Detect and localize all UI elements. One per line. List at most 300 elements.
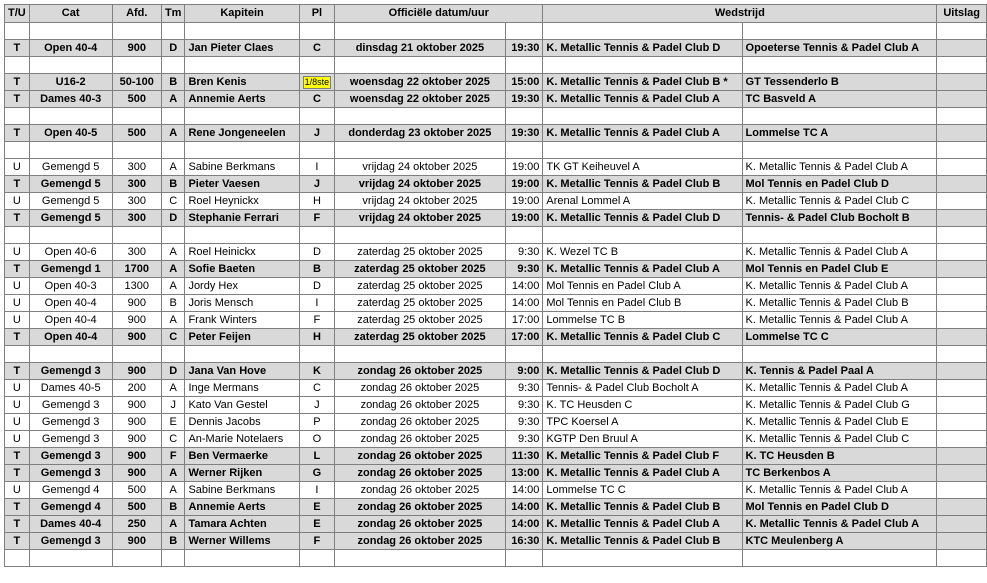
cell-pl: I	[299, 159, 335, 176]
cell-uitslag	[937, 312, 987, 329]
cell-datum	[335, 227, 505, 244]
cell-uitslag	[937, 57, 987, 74]
cell-pl: C	[299, 380, 335, 397]
cell-uit: Mol Tennis en Padel Club E	[742, 261, 937, 278]
header-pl: Pl	[299, 5, 335, 23]
cell-cat	[29, 346, 112, 363]
cell-kapitein: Jana Van Hove	[185, 363, 299, 380]
cell-uitslag	[937, 227, 987, 244]
cell-tm: B	[161, 176, 185, 193]
cell-datum	[335, 346, 505, 363]
cell-afd	[112, 227, 161, 244]
table-row	[5, 329, 987, 346]
table-row	[5, 74, 987, 91]
cell-pl: E	[299, 499, 335, 516]
cell-uur: 15:00	[505, 74, 543, 91]
cell-tu: U	[5, 397, 30, 414]
header-kapitein: Kapitein	[185, 5, 299, 23]
cell-kapitein	[185, 23, 299, 40]
cell-afd: 900	[112, 329, 161, 346]
cell-datum: zondag 26 oktober 2025	[335, 465, 505, 482]
cell-pl: H	[299, 329, 335, 346]
cell-tm: A	[161, 465, 185, 482]
cell-datum: vrijdag 24 oktober 2025	[335, 176, 505, 193]
cell-kapitein	[185, 57, 299, 74]
cell-uit	[742, 57, 937, 74]
cell-thuis	[543, 142, 742, 159]
cell-uur: 9:30	[505, 431, 543, 448]
cell-tm: B	[161, 499, 185, 516]
cell-cat	[29, 108, 112, 125]
spacer-row	[5, 227, 987, 244]
cell-thuis: Mol Tennis en Padel Club A	[543, 278, 742, 295]
cell-pl: L	[299, 448, 335, 465]
cell-pl	[299, 142, 335, 159]
cell-kapitein: Bren Kenis	[185, 74, 299, 91]
cell-uitslag	[937, 397, 987, 414]
table-row	[5, 125, 987, 142]
cell-uitslag	[937, 499, 987, 516]
cell-kapitein: Pieter Vaesen	[185, 176, 299, 193]
cell-tm	[161, 142, 185, 159]
cell-uit: K. Metallic Tennis & Padel Club A	[742, 244, 937, 261]
cell-tm: A	[161, 159, 185, 176]
cell-tm: A	[161, 91, 185, 108]
cell-afd	[112, 23, 161, 40]
cell-uur	[505, 142, 543, 159]
cell-kapitein: Roel Heinickx	[185, 244, 299, 261]
cell-pl: B	[299, 261, 335, 278]
cell-tu: T	[5, 125, 30, 142]
cell-kapitein: Annemie Aerts	[185, 499, 299, 516]
cell-tu	[5, 108, 30, 125]
cell-tu: U	[5, 159, 30, 176]
cell-pl: G	[299, 465, 335, 482]
cell-kapitein: Inge Mermans	[185, 380, 299, 397]
cell-thuis: Mol Tennis en Padel Club B	[543, 295, 742, 312]
cell-thuis: Lommelse TC B	[543, 312, 742, 329]
cell-tm	[161, 108, 185, 125]
schedule-sheet	[4, 4, 987, 567]
cell-cat: Dames 40-3	[29, 91, 112, 108]
cell-tm: D	[161, 40, 185, 57]
table-row	[5, 159, 987, 176]
cell-tm: A	[161, 278, 185, 295]
cell-pl: I	[299, 482, 335, 499]
cell-tu: T	[5, 210, 30, 227]
table-row	[5, 448, 987, 465]
cell-datum: zaterdag 25 oktober 2025	[335, 244, 505, 261]
cell-uur	[505, 108, 543, 125]
cell-uit: Mol Tennis en Padel Club D	[742, 176, 937, 193]
cell-afd	[112, 142, 161, 159]
cell-datum: zondag 26 oktober 2025	[335, 516, 505, 533]
header-row	[5, 5, 987, 23]
table-row	[5, 380, 987, 397]
cell-tm: A	[161, 380, 185, 397]
spacer-row	[5, 346, 987, 363]
cell-afd: 500	[112, 91, 161, 108]
header-tu: T/U	[5, 5, 30, 23]
cell-cat: Dames 40-4	[29, 516, 112, 533]
cell-pl: H	[299, 193, 335, 210]
cell-uit: Tennis- & Padel Club Bocholt B	[742, 210, 937, 227]
table-row	[5, 295, 987, 312]
cell-datum	[335, 142, 505, 159]
table-row	[5, 516, 987, 533]
cell-pl: F	[299, 533, 335, 550]
cell-uur: 19:30	[505, 91, 543, 108]
cell-cat: Gemengd 3	[29, 533, 112, 550]
table-row	[5, 533, 987, 550]
cell-tu	[5, 57, 30, 74]
cell-afd: 900	[112, 397, 161, 414]
cell-thuis: K. Metallic Tennis & Padel Club B	[543, 499, 742, 516]
cell-thuis: TK GT Keiheuvel A	[543, 159, 742, 176]
cell-uit: Lommelse TC C	[742, 329, 937, 346]
cell-uur: 17:00	[505, 312, 543, 329]
cell-uur: 14:00	[505, 295, 543, 312]
cell-uur: 9:30	[505, 397, 543, 414]
cell-thuis	[543, 57, 742, 74]
cell-cat: Open 40-4	[29, 295, 112, 312]
header-tm: Tm	[161, 5, 185, 23]
cell-tm: A	[161, 312, 185, 329]
cell-cat: Gemengd 4	[29, 482, 112, 499]
cell-tu: T	[5, 363, 30, 380]
cell-pl	[299, 23, 335, 40]
cell-uitslag	[937, 516, 987, 533]
cell-pl	[299, 346, 335, 363]
cell-afd: 900	[112, 312, 161, 329]
cell-pl	[299, 57, 335, 74]
cell-tm: F	[161, 448, 185, 465]
cell-afd: 500	[112, 482, 161, 499]
cell-uur: 9:30	[505, 244, 543, 261]
cell-uur: 19:00	[505, 159, 543, 176]
cell-thuis: Lommelse TC C	[543, 482, 742, 499]
cell-thuis: K. Metallic Tennis & Padel Club D	[543, 210, 742, 227]
cell-uitslag	[937, 295, 987, 312]
cell-uit: K. Metallic Tennis & Padel Club C	[742, 193, 937, 210]
cell-uitslag	[937, 244, 987, 261]
cell-afd: 900	[112, 431, 161, 448]
cell-afd: 250	[112, 516, 161, 533]
cell-uitslag	[937, 91, 987, 108]
cell-uitslag	[937, 346, 987, 363]
cell-thuis	[543, 227, 742, 244]
cell-cat: Gemengd 3	[29, 414, 112, 431]
cell-uitslag	[937, 533, 987, 550]
cell-kapitein: Sabine Berkmans	[185, 482, 299, 499]
cell-uur: 14:00	[505, 278, 543, 295]
cell-uit	[742, 346, 937, 363]
cell-thuis: K. Metallic Tennis & Padel Club A	[543, 261, 742, 278]
cell-uit: K. TC Heusden B	[742, 448, 937, 465]
cell-uitslag	[937, 431, 987, 448]
cell-thuis: Tennis- & Padel Club Bocholt A	[543, 380, 742, 397]
cell-uur: 11:30	[505, 448, 543, 465]
cell-cat: Open 40-6	[29, 244, 112, 261]
cell-afd: 300	[112, 244, 161, 261]
cell-tm: A	[161, 244, 185, 261]
cell-tm	[161, 57, 185, 74]
table-row	[5, 40, 987, 57]
cell-tm: E	[161, 414, 185, 431]
cell-uit: K. Metallic Tennis & Padel Club A	[742, 516, 937, 533]
cell-tu: T	[5, 516, 30, 533]
cell-pl	[299, 108, 335, 125]
cell-tu: T	[5, 448, 30, 465]
cell-tm: A	[161, 516, 185, 533]
cell-uur	[505, 23, 543, 40]
cell-datum: zondag 26 oktober 2025	[335, 431, 505, 448]
cell-tu	[5, 142, 30, 159]
cell-cat: Gemengd 3	[29, 465, 112, 482]
table-row	[5, 431, 987, 448]
cell-tm: B	[161, 295, 185, 312]
cell-tm	[161, 550, 185, 567]
cell-tu: T	[5, 91, 30, 108]
cell-tm: D	[161, 210, 185, 227]
cell-thuis: K. Metallic Tennis & Padel Club A	[543, 125, 742, 142]
cell-datum: zondag 26 oktober 2025	[335, 482, 505, 499]
cell-uur: 19:30	[505, 40, 543, 57]
cell-uitslag	[937, 329, 987, 346]
cell-uit: K. Metallic Tennis & Padel Club B	[742, 295, 937, 312]
cell-pl: C	[299, 40, 335, 57]
cell-thuis	[543, 346, 742, 363]
cell-kapitein	[185, 550, 299, 567]
cell-tm: C	[161, 193, 185, 210]
cell-afd: 900	[112, 414, 161, 431]
cell-uitslag	[937, 465, 987, 482]
cell-kapitein	[185, 227, 299, 244]
cell-cat: Gemengd 3	[29, 397, 112, 414]
cell-cat: Open 40-5	[29, 125, 112, 142]
table-row	[5, 210, 987, 227]
cell-kapitein: Werner Rijken	[185, 465, 299, 482]
cell-pl: J	[299, 176, 335, 193]
cell-afd	[112, 108, 161, 125]
spacer-row	[5, 550, 987, 567]
cell-kapitein	[185, 142, 299, 159]
table-row	[5, 312, 987, 329]
cell-thuis: K. Metallic Tennis & Padel Club B	[543, 176, 742, 193]
cell-cat: Dames 40-5	[29, 380, 112, 397]
round-flag-badge: 1/8ste	[304, 76, 330, 87]
table-row	[5, 465, 987, 482]
cell-cat	[29, 227, 112, 244]
cell-afd: 300	[112, 159, 161, 176]
cell-thuis: K. Metallic Tennis & Padel Club C	[543, 329, 742, 346]
cell-thuis: K. TC Heusden C	[543, 397, 742, 414]
cell-pl	[299, 227, 335, 244]
cell-tm	[161, 23, 185, 40]
cell-datum	[335, 550, 505, 567]
cell-afd: 50-100	[112, 74, 161, 91]
cell-pl: C	[299, 91, 335, 108]
cell-kapitein: Roel Heynickx	[185, 193, 299, 210]
cell-uur: 13:00	[505, 465, 543, 482]
cell-uur: 19:00	[505, 210, 543, 227]
cell-uit: KTC Meulenberg A	[742, 533, 937, 550]
table-row	[5, 244, 987, 261]
cell-tm: C	[161, 431, 185, 448]
cell-datum: dinsdag 21 oktober 2025	[335, 40, 505, 57]
cell-afd: 300	[112, 210, 161, 227]
cell-kapitein: Stephanie Ferrari	[185, 210, 299, 227]
cell-pl: O	[299, 431, 335, 448]
cell-uit: Lommelse TC A	[742, 125, 937, 142]
cell-kapitein: Sofie Baeten	[185, 261, 299, 278]
cell-uur: 19:00	[505, 176, 543, 193]
cell-cat: Gemengd 3	[29, 431, 112, 448]
cell-thuis	[543, 23, 742, 40]
cell-cat: Gemengd 5	[29, 193, 112, 210]
cell-cat: Gemengd 1	[29, 261, 112, 278]
cell-tu	[5, 227, 30, 244]
cell-datum: zondag 26 oktober 2025	[335, 363, 505, 380]
cell-tu: U	[5, 380, 30, 397]
cell-kapitein: Dennis Jacobs	[185, 414, 299, 431]
cell-uitslag	[937, 414, 987, 431]
cell-uit: Opoeterse Tennis & Padel Club A	[742, 40, 937, 57]
cell-uitslag	[937, 210, 987, 227]
cell-pl: P	[299, 414, 335, 431]
cell-afd	[112, 550, 161, 567]
cell-kapitein: Joris Mensch	[185, 295, 299, 312]
cell-cat	[29, 23, 112, 40]
cell-uur: 14:00	[505, 499, 543, 516]
cell-pl: D	[299, 278, 335, 295]
cell-uur	[505, 227, 543, 244]
spacer-row	[5, 142, 987, 159]
cell-thuis: K. Wezel TC B	[543, 244, 742, 261]
cell-uur: 9:00	[505, 363, 543, 380]
cell-uur: 9:30	[505, 414, 543, 431]
cell-kapitein: Werner Willems	[185, 533, 299, 550]
cell-pl: E	[299, 516, 335, 533]
cell-pl: F	[299, 210, 335, 227]
cell-thuis: Arenal Lommel A	[543, 193, 742, 210]
cell-uur: 19:30	[505, 125, 543, 142]
cell-thuis	[543, 108, 742, 125]
cell-tu: U	[5, 244, 30, 261]
cell-tu: U	[5, 295, 30, 312]
cell-cat: Gemengd 5	[29, 159, 112, 176]
cell-uitslag	[937, 380, 987, 397]
cell-uitslag	[937, 40, 987, 57]
cell-pl: F	[299, 312, 335, 329]
cell-uur: 19:00	[505, 193, 543, 210]
cell-afd: 200	[112, 380, 161, 397]
cell-uitslag	[937, 159, 987, 176]
cell-cat	[29, 57, 112, 74]
cell-tu: T	[5, 74, 30, 91]
cell-uur: 14:00	[505, 516, 543, 533]
header-cat: Cat	[29, 5, 112, 23]
cell-afd: 500	[112, 125, 161, 142]
cell-uitslag	[937, 482, 987, 499]
cell-thuis: KGTP Den Bruul A	[543, 431, 742, 448]
cell-afd: 300	[112, 176, 161, 193]
cell-cat: Gemengd 3	[29, 363, 112, 380]
cell-tm: A	[161, 261, 185, 278]
cell-cat: Gemengd 4	[29, 499, 112, 516]
table-row	[5, 278, 987, 295]
cell-kapitein	[185, 108, 299, 125]
cell-datum	[335, 23, 505, 40]
cell-uit: GT Tessenderlo B	[742, 74, 937, 91]
cell-datum: zaterdag 25 oktober 2025	[335, 278, 505, 295]
cell-afd: 1300	[112, 278, 161, 295]
cell-datum: vrijdag 24 oktober 2025	[335, 159, 505, 176]
cell-datum: zaterdag 25 oktober 2025	[335, 261, 505, 278]
cell-tm: A	[161, 482, 185, 499]
cell-uitslag	[937, 278, 987, 295]
cell-kapitein: Jordy Hex	[185, 278, 299, 295]
cell-tu: T	[5, 533, 30, 550]
cell-uit: K. Metallic Tennis & Padel Club A	[742, 312, 937, 329]
cell-pl: D	[299, 244, 335, 261]
table-body	[5, 23, 987, 567]
cell-kapitein: Sabine Berkmans	[185, 159, 299, 176]
cell-uit: K. Metallic Tennis & Padel Club A	[742, 278, 937, 295]
cell-cat: U16-2	[29, 74, 112, 91]
cell-tu: U	[5, 482, 30, 499]
cell-datum	[335, 57, 505, 74]
cell-cat: Gemengd 5	[29, 176, 112, 193]
cell-kapitein	[185, 346, 299, 363]
cell-tm: J	[161, 397, 185, 414]
header-uitslag: Uitslag	[937, 5, 987, 23]
cell-datum: zondag 26 oktober 2025	[335, 499, 505, 516]
cell-tu: U	[5, 312, 30, 329]
cell-uit: K. Metallic Tennis & Padel Club A	[742, 159, 937, 176]
cell-afd: 900	[112, 363, 161, 380]
cell-uur: 14:00	[505, 482, 543, 499]
table-row	[5, 363, 987, 380]
cell-cat: Open 40-4	[29, 329, 112, 346]
cell-afd: 500	[112, 499, 161, 516]
cell-thuis: K. Metallic Tennis & Padel Club A	[543, 91, 742, 108]
cell-uit: Mol Tennis en Padel Club D	[742, 499, 937, 516]
cell-kapitein: Tamara Achten	[185, 516, 299, 533]
cell-pl	[299, 74, 335, 91]
cell-thuis: TPC Koersel A	[543, 414, 742, 431]
cell-cat: Open 40-3	[29, 278, 112, 295]
cell-pl: J	[299, 397, 335, 414]
cell-tu	[5, 550, 30, 567]
cell-tm	[161, 346, 185, 363]
cell-uur: 16:30	[505, 533, 543, 550]
cell-thuis: K. Metallic Tennis & Padel Club B *	[543, 74, 742, 91]
table-row	[5, 414, 987, 431]
cell-cat	[29, 142, 112, 159]
cell-thuis: K. Metallic Tennis & Padel Club D	[543, 40, 742, 57]
cell-uitslag	[937, 74, 987, 91]
cell-afd	[112, 346, 161, 363]
cell-tu: T	[5, 176, 30, 193]
cell-tu: T	[5, 40, 30, 57]
table-row	[5, 261, 987, 278]
cell-uur	[505, 346, 543, 363]
cell-kapitein: Frank Winters	[185, 312, 299, 329]
cell-datum	[335, 108, 505, 125]
cell-cat	[29, 550, 112, 567]
cell-uit: K. Metallic Tennis & Padel Club C	[742, 431, 937, 448]
